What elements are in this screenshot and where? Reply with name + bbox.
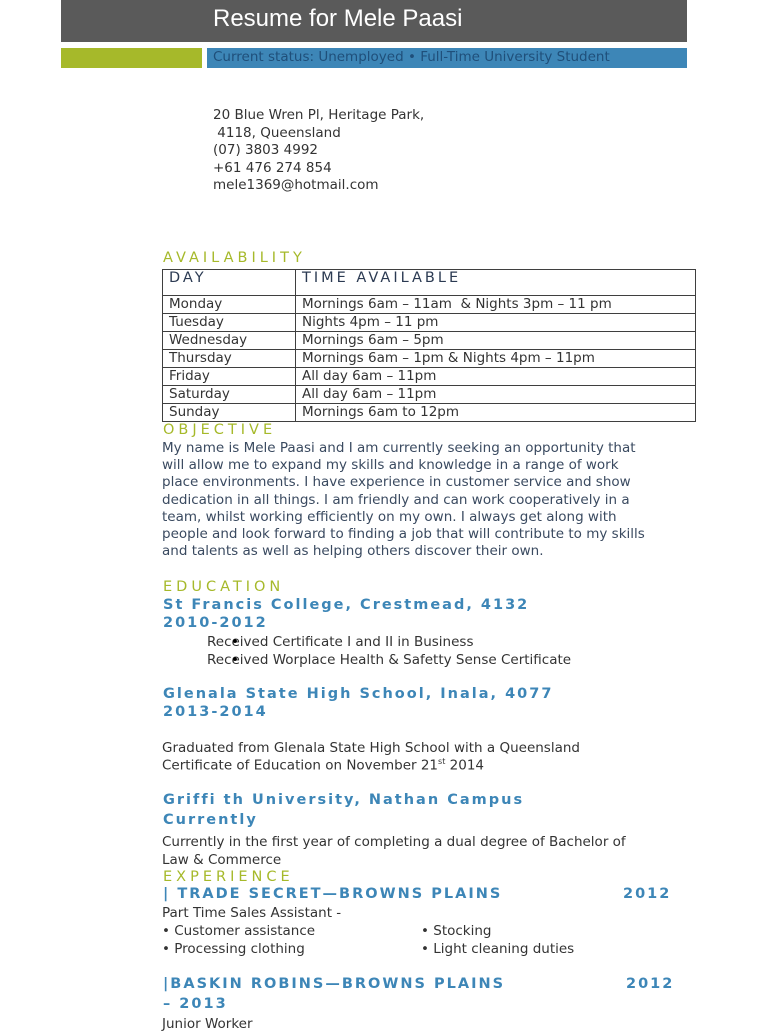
availability-table [162, 269, 696, 422]
school-years: Currently [163, 812, 258, 828]
time-cell: Mornings 6am – 1pm & Nights 4pm – 11pm [296, 350, 696, 368]
contact-block [213, 107, 424, 195]
table-row [163, 368, 696, 386]
day-cell: Monday [163, 296, 296, 314]
job-duty: • Stocking [421, 923, 492, 939]
school-name: Griffi th University, Nathan Campus [163, 792, 525, 808]
school-name: Glenala State High School, Inala, 4077 [163, 686, 554, 702]
objective-line: will allow me to expand my skills and knowledge in a range of work [162, 457, 619, 474]
job-title: |BASKIN ROBINS—BROWNS PLAINS [163, 976, 506, 992]
objective-heading: OBJECTIVE [163, 422, 277, 438]
job-title: | TRADE SECRET—BROWNS PLAINS [163, 886, 503, 902]
table-row [163, 404, 696, 422]
address-line-2: 4118, Queensland [213, 124, 341, 141]
school-description [162, 757, 484, 774]
school-achievements [162, 633, 571, 669]
job-duty: • Light cleaning duties [421, 941, 575, 957]
job-duty: • Customer assistance [162, 923, 316, 939]
job-duty: • Processing clothing [162, 941, 305, 957]
ordinal-suffix: st [438, 757, 446, 766]
desc-text: 2014 [445, 757, 484, 774]
col-day-header: DAY [163, 270, 296, 296]
school-years: 2013-2014 [163, 704, 268, 720]
school-name: St Francis College, Crestmead, 4132 [163, 597, 530, 613]
job-role: Junior Worker [162, 1016, 253, 1032]
table-row [163, 296, 696, 314]
status-text: Current status: Unemployed • Full-Time University Student [213, 49, 610, 65]
objective-line: and talents as well as helping others discover their own. [162, 543, 544, 560]
accent-block [61, 48, 202, 68]
job-role: Part Time Sales Assistant - [162, 905, 342, 921]
availability-heading: AVAILABILITY [163, 250, 306, 266]
education-heading: EDUCATION [163, 579, 285, 595]
job-year: 2012 [626, 976, 675, 992]
list-item: • Received Worplace Health & Safetty Sense Certificate [207, 651, 571, 669]
job-year-continued: – 2013 [163, 996, 228, 1012]
school-description: Currently in the first year of completing a dual degree of Bachelor of [162, 834, 626, 850]
school-years: 2010-2012 [163, 615, 268, 631]
job-year: 2012 [623, 886, 672, 902]
objective-line: team, whilst working efficiently on my own. I always get along with [162, 508, 617, 525]
objective-line: dedication in all things. I am friendly and can work cooperatively in a [162, 491, 630, 508]
objective-line: place environments. I have experience in customer service and show [162, 474, 631, 491]
address-line-1: 20 Blue Wren Pl, Heritage Park, [213, 107, 425, 123]
phone-home: (07) 3803 4992 [213, 142, 319, 158]
time-cell: Mornings 6am to 12pm [296, 404, 696, 422]
time-cell: Nights 4pm – 11 pm [296, 314, 696, 332]
time-cell: Mornings 6am – 11am & Nights 3pm – 11 pm [296, 296, 696, 314]
table-row [163, 386, 696, 404]
phone-mobile: +61 476 274 854 [213, 159, 332, 176]
email: mele1369@hotmail.com [213, 177, 379, 193]
time-cell: Mornings 6am – 5pm [296, 332, 696, 350]
day-cell: Tuesday [163, 314, 296, 332]
list-item: • Received Certificate I and II in Business [207, 633, 571, 651]
day-cell: Sunday [163, 404, 296, 422]
experience-heading: EXPERIENCE [163, 869, 294, 885]
objective-line: My name is Mele Paasi and I am currently seeking an opportunity that [162, 440, 636, 456]
day-cell: Wednesday [163, 332, 296, 350]
table-row [163, 332, 696, 350]
page-title: Resume for Mele Paasi [213, 5, 463, 32]
time-cell: All day 6am – 11pm [296, 386, 696, 404]
time-cell: All day 6am – 11pm [296, 368, 696, 386]
desc-text: Certificate of Education on November 21 [162, 757, 439, 774]
objective-line: people and look forward to finding a job that will contribute to my skills [162, 526, 645, 543]
school-description: Law & Commerce [162, 852, 282, 868]
col-time-header: TIME AVAILABLE [296, 270, 696, 296]
table-row [163, 314, 696, 332]
objective-text [162, 440, 692, 560]
day-cell: Saturday [163, 386, 296, 404]
day-cell: Friday [163, 368, 296, 386]
day-cell: Thursday [163, 350, 296, 368]
school-description: Graduated from Glenala State High School with a Queensland [162, 740, 580, 756]
table-row [163, 350, 696, 368]
